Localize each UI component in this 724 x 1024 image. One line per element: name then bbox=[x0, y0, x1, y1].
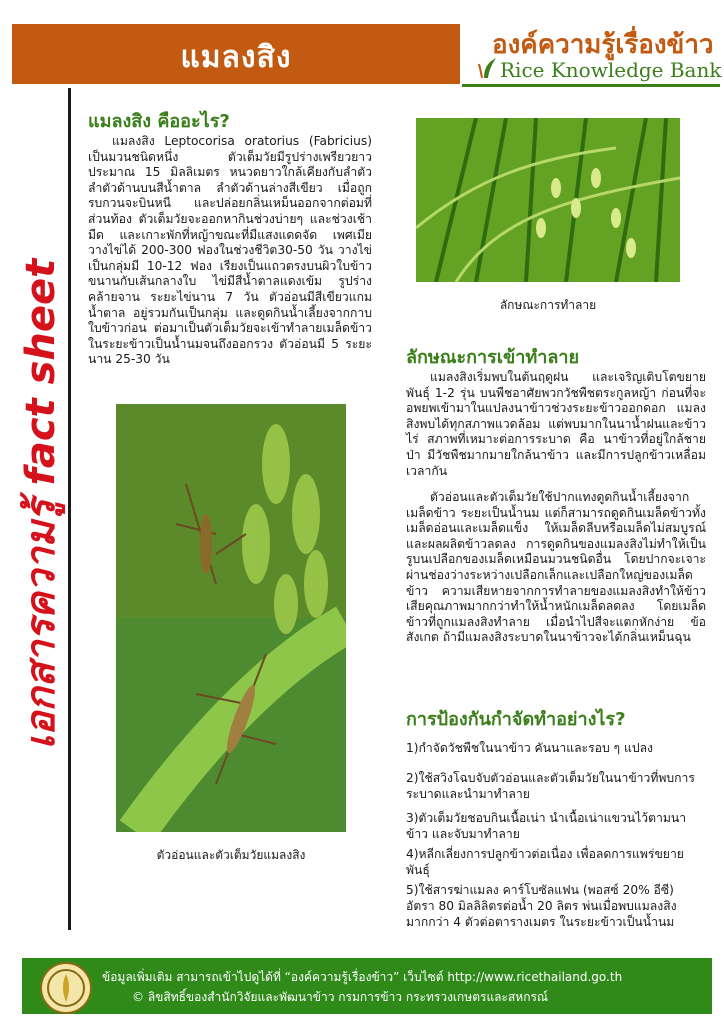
rice-panicle-photo-icon bbox=[416, 118, 680, 282]
control-item-4: 4)หลีกเลี่ยงการปลูกข้าวต่อเนื่อง เพื่อลดการแพร่ขยายพันธุ์ bbox=[406, 847, 684, 877]
footer-copyright-line: © ลิขสิทธิ์ของสำนักวิจัยและพัฒนาข้าว กรมการข้าว กระทรวงเกษตรและสหกรณ์ bbox=[132, 990, 549, 1004]
rice-bug-photo-icon bbox=[116, 404, 346, 832]
rice-department-seal-icon bbox=[40, 962, 92, 1014]
damage-para-1: แมลงสิงเริ่มพบในต้นฤดูฝน และเจริญเติบโตขยายพันธุ์ 1-2 รุ่น บนพืชอาศัยพวกวัชพืชตระกูลหญ้า ก่อนที่จะอพยพเข้ามาในแปลงนาข้าวช่วงระยะข้าวออกดอก แมลงสิงพบได้ทุกสภาพแวดล้อม แต่พบมากในนาน้ำฝนและข้าวไร่ สภาพที่เหมาะต่อการระบาด คือ นาข้าวที่อยู่ใกล้ชายป่า มีวัชพืชมากมายใกล้นาข้าว และมีการปลูกข้าวเหลื่อมเวลากัน bbox=[406, 370, 706, 478]
heading-control: การป้องกันกำจัดทำอย่างไร? bbox=[406, 709, 626, 730]
control-item-2: 2)ใช้สวิงโฉบจับตัวอ่อนและตัวเต็มวัยในนาข้าวที่พบการระบาดและนำมาทำลาย bbox=[406, 771, 695, 801]
damage-photo bbox=[416, 118, 680, 282]
header-band bbox=[12, 24, 460, 84]
control-item-3: 3)ตัวเต็มวัยชอบกินเนื้อเน่า นำเนื้อเน่าแขวนไว้ตามนาข้าว และจับมาทำลาย bbox=[406, 811, 687, 841]
side-divider bbox=[68, 88, 71, 930]
brand-divider bbox=[462, 84, 720, 87]
rice-leaf-icon bbox=[478, 56, 500, 80]
brand-english-title: Rice Knowledge Bank bbox=[500, 58, 722, 82]
damage-photo-caption: ลักษณะการทำลาย bbox=[499, 298, 597, 312]
what-body: แมลงสิง Leptocorisa oratorius (Fabricius) เป็นมวนชนิดหนึ่ง ตัวเต็มวัยมีรูปร่างเพรียวยาว ประมาณ 15 มิลลิเมตร หนวดยาวใกล้เคียงกับลำตัว ลำตัวด้านบนสีน้ำตาล ลำตัวด้านล่างสีเขียว เมื่อถูกรบกวนจะบินหนี และปล่อยกลิ่นเหม็นออกจากต่อมที่ส่วนท้อง ตัวเต็มวัยจะออกหากินช่วงบ่ายๆ และช่วงเช้ามืด และเกาะพักที่หญ้าขณะที่มีแสงแดดจัด เพศเมียวางไข่ได้ 200-300 ฟองในช่วงชีวิต30-50 วัน วางไข่เป็นกลุ่มมี 10-12 ฟอง เรียงเป็นแถวตรงบนผิวใบข้าวขนานกับเส้นกลางใบ ไข่มีสีน้ำตาลแดงเข้ม รูปร่างคล้ายจาน ระยะไข่นาน 7 วัน ตัวอ่อนมีสีเขียวแกมน้ำตาล อยู่รวมกันเป็นกลุ่ม และดูดกินน้ำเลี้ยงจากกาบใบข้าวก่อน ต่อมาเป็นตัวเต็มวัยจะเข้าทำลายเมล็ดข้าวในระยะข้าวเป็นน้ำนมจนถึงออกรวง ตัวอ่อนมี 5 ระยะนาน 25-30 วัน bbox=[88, 134, 372, 367]
brand-thai-title: องค์ความรู้เรื่องข้าว bbox=[492, 30, 714, 60]
brand-logo bbox=[470, 22, 720, 86]
footer-info-line: ข้อมูลเพิ่มเติม สามารถเข้าไปดูได้ที่ “องค์ความรู้เรื่องข้าว” เว็บไซต์ http://www.ricethailand.go.th bbox=[102, 970, 623, 984]
footer bbox=[22, 958, 712, 1014]
control-item-1: 1)กำจัดวัชพืชในนาข้าว คันนาและรอบ ๆ แปลง bbox=[406, 741, 653, 755]
control-item-5: 5)ใช้สารฆ่าแมลง คาร์โบซัลแฟน (พอสซ์ 20% อีซี) อัตรา 80 มิลลิลิตรต่อน้ำ 20 ลิตร พ่นเมื่อพบแมลงสิงมากกว่า 4 ตัวต่อตารางเมตร ในระยะข้าวเป็นน้ำนม bbox=[406, 883, 677, 929]
heading-damage: ลักษณะการเข้าทำลาย bbox=[406, 347, 580, 368]
bug-photo bbox=[116, 404, 346, 832]
heading-what: แมลงสิง คืออะไร? bbox=[88, 111, 230, 132]
page-title: แมลงสิง bbox=[180, 40, 292, 75]
damage-para-2: ตัวอ่อนและตัวเต็มวัยใช้ปากแทงดูดกินน้ำเลี้ยงจากเมล็ดข้าว ระยะเป็นน้ำนม แต่ก็สามารถดูดกินเมล็ดข้าวทั้งเมล็ดอ่อนและเมล็ดแข็ง ให้เมล็ดลีบหรือเมล็ดไม่สมบูรณ์ และผลผลิตข้าวลดลง การดูดกินของแมลงสิงไม่ทำให้เป็นรูบนเปลือกของเมล็ดเหมือนมวนชนิดอื่น โดยปากจะเจาะผ่านช่องว่างระหว่างเปลือกเล็กและเปลือกใหญ่ของเมล็ดข้าว ความเสียหายจากการทำลายของแมลงสิงทำให้ข้าวเสียคุณภาพมากกว่าทำให้น้ำหนักเมล็ดลดลง โดยเมล็ดข้าวที่ถูกแมลงสิงทำลาย เมื่อนำไปสีจะแตกหักง่าย ข้อสังเกต ถ้ามีแมลงสิงระบาดในนาข้าวจะได้กลิ่นเหม็นฉุน bbox=[406, 490, 706, 645]
bug-photo-caption: ตัวอ่อนและตัวเต็มวัยแมลงสิง bbox=[156, 848, 306, 862]
fact-sheet-side-label: เอกสารความรู้ fact sheet bbox=[18, 258, 64, 750]
